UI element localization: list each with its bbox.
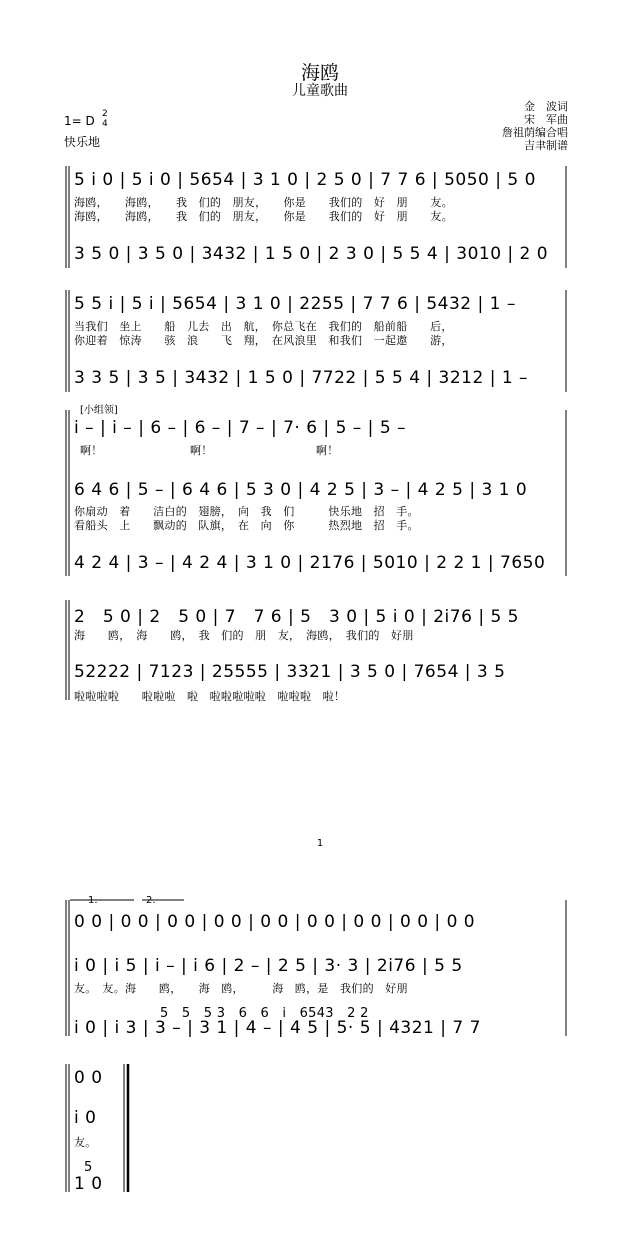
meter-numerator: 2: [102, 109, 108, 119]
credit-notation: 吉聿制谱: [524, 139, 568, 152]
system-1-lyrics-verse-1: 海鸥， 海鸥， 我 们的 朋友， 你是 我们的 好 朋 友。: [74, 196, 453, 209]
system-1-upper-notes: 5 i 0 | 5 i 0 | 5654 | 3 1 0 | 2 5 0 | 7 7 6 | 5050 | 5 0: [74, 170, 536, 190]
system-3-lyrics-verse-1: 你扇动 着 洁白的 翅膀， 向 我 们 快乐地 招 手。: [74, 505, 419, 518]
page-subtitle: 儿童歌曲: [292, 83, 348, 99]
meter-denominator: 4: [102, 119, 108, 129]
final-lyric: 友。: [74, 1136, 97, 1149]
final-lower-notes: 1 0: [74, 1174, 103, 1194]
system-3-lyrics-verse-2: 看船头 上 飘动的 队旗， 在 向 你 热烈地 招 手。: [74, 519, 419, 532]
volta-1-label: 1.: [88, 895, 98, 906]
solo-group-label: [小组领]: [80, 405, 118, 416]
coda-rests: 0 0 | 0 0 | 0 0 | 0 0 | 0 0 | 0 0 | 0 0 | 0 0 | 0 0: [74, 912, 476, 932]
system-2-lyrics-verse-2: 你迎着 惊涛 骇 浪 飞 翔， 在风浪里 和我们 一起遨 游，: [74, 334, 453, 347]
final-upper-notes: i 0: [74, 1108, 97, 1128]
page-number: 1: [316, 838, 324, 849]
credit-music: 宋 军曲: [524, 113, 568, 126]
page-title: 海鸥: [300, 62, 339, 84]
system-1-lyrics-verse-2: 海鸥， 海鸥， 我 们的 朋友， 你是 我们的 好 朋 友。: [74, 210, 453, 223]
final-rests: 0 0: [74, 1068, 103, 1088]
system-2-upper-notes: 5 5 i | 5 i | 5654 | 3 1 0 | 2255 | 7 7 6 | 5432 | 1 –: [74, 294, 516, 314]
coda-lower-top-notes: 5 5 5 3 6 6 i 6543 2 2: [160, 1006, 369, 1021]
system-3-upper-notes: 6 4 6 | 5 – | 6 4 6 | 5 3 0 | 4 2 5 | 3 – | 4 2 5 | 3 1 0: [74, 480, 528, 500]
coda-upper-notes: i 0 | i 5 | i – | i 6 | 2 – | 2 5 | 3· 3 | 2i76 | 5 5: [74, 956, 463, 976]
key-signature: 1= D: [64, 114, 95, 128]
final-lower-top-note: 5: [84, 1160, 93, 1175]
system-4-lower-notes: 52222 | 7123 | 25555 | 3321 | 3 5 0 | 7654 | 3 5: [74, 662, 506, 682]
system-4-lower-lyrics: 啦啦啦啦 啦啦啦 啦 啦啦啦啦啦 啦啦啦 啦！: [74, 690, 346, 703]
system-2-lower-notes: 3 3 5 | 3 5 | 3432 | 1 5 0 | 7722 | 5 5 4 | 3212 | 1 –: [74, 368, 529, 388]
credit-choir: 詹祖荫编合唱: [502, 126, 568, 139]
system-4-upper-notes: 2 5 0 | 2 5 0 | 7 7 6 | 5 3 0 | 5 i 0 | 2i76 | 5 5: [74, 607, 519, 627]
coda-lyrics: 友。 友。海 鸥， 海 鸥， 海 鸥，是 我们的 好朋: [74, 982, 408, 995]
system-1-lower-notes: 3 5 0 | 3 5 0 | 3432 | 1 5 0 | 2 3 0 | 5 5 4 | 3010 | 2 0: [74, 244, 549, 264]
system-3-solo-lyric-1: 啊！: [80, 444, 103, 457]
system-3-solo-lyric-2: 啊！: [190, 444, 213, 457]
system-3-lower-notes: 4 2 4 | 3 – | 4 2 4 | 3 1 0 | 2176 | 5010 | 2 2 1 | 7650: [74, 553, 546, 573]
system-3-solo-lyric-3: 啊！: [316, 444, 339, 457]
system-4-lyrics: 海 鸥， 海 鸥， 我 们的 朋 友， 海鸥， 我们的 好朋: [74, 629, 414, 642]
volta-2-label: 2.: [146, 895, 156, 906]
tempo-marking: 快乐地: [64, 135, 101, 149]
credit-lyrics: 金 波词: [524, 100, 568, 113]
coda-lower-notes: i 0 | i 3 | 3 – | 3 1 | 4 – | 4 5 | 5· 5 | 4321 | 7 7: [74, 1018, 481, 1038]
system-2-lyrics-verse-1: 当我们 坐上 船 儿去 出 航， 你总飞在 我们的 船前船 后，: [74, 320, 453, 333]
system-3-solo-notes: i – | i – | 6 – | 6 – | 7 – | 7· 6 | 5 – | 5 –: [74, 418, 407, 438]
